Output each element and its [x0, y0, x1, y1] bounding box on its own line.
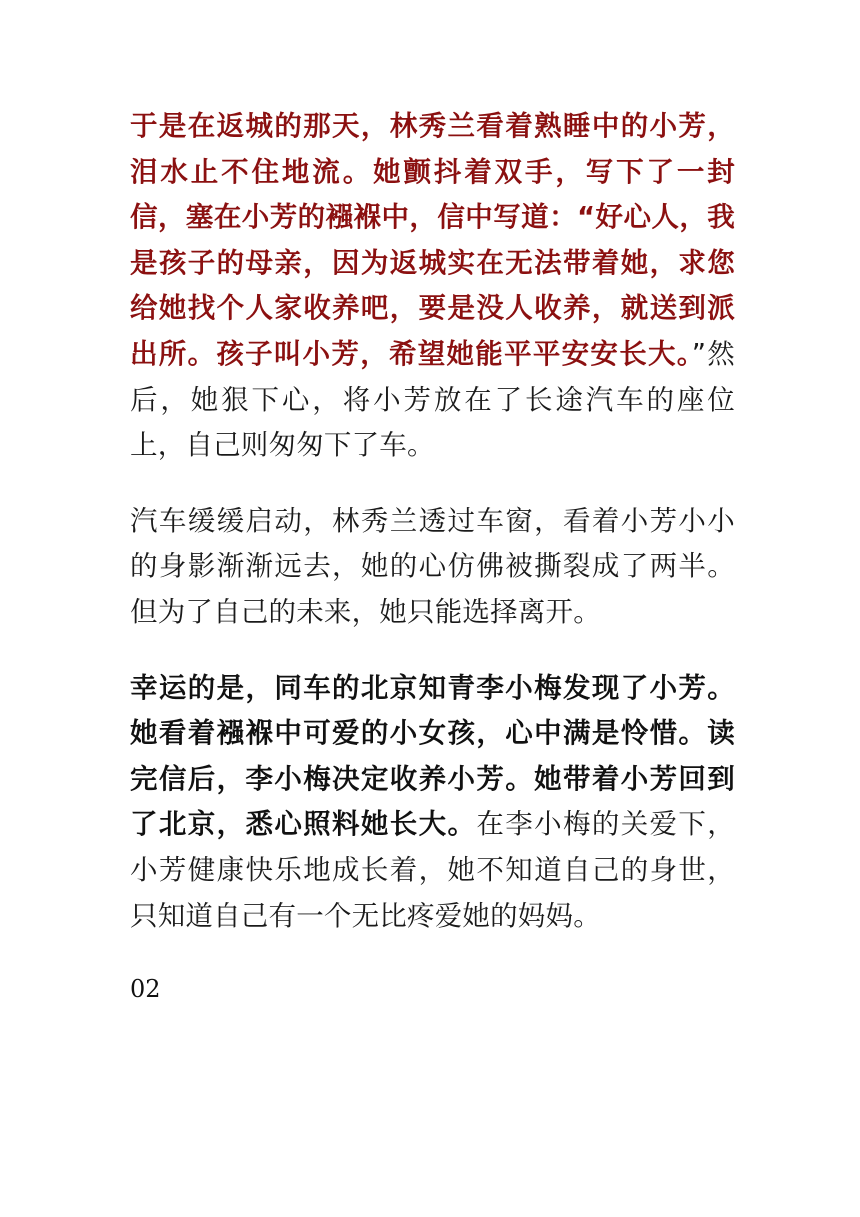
paragraph-3 [130, 666, 735, 940]
paragraph-1-highlight: 于是在返城的那天，林秀兰看着熟睡中的小芳，泪水止不住地流。她颤抖着双手，写下了一封信，塞在小芳的襁褓中，信中写道：“好心人，我是孩子的母亲，因为返城实在无法带着她，求您给她找个人家收养吧，要是没人收养，就送到派出所。孩子叫小芳，希望她能平平安安长大。 [130, 110, 735, 370]
paragraph-3-text: 在李小梅的关爱下，小芳健康快乐地成长着，她不知道自己的身世，只知道自己有一个无比疼爱她的妈妈。 [130, 808, 735, 932]
paragraph-2 [130, 499, 735, 636]
paragraph-1-text: ”然后，她狠下心，将小芳放在了长途汽车的座位上，自己则匆匆下了车。 [130, 337, 736, 462]
paragraph-2-text: 汽车缓缓启动，林秀兰透过车窗，看着小芳小小的身影渐渐远去，她的心仿佛被撕裂成了两半。但为了自己的未来，她只能选择离开。 [130, 504, 735, 628]
section-number: 02 [130, 975, 161, 1004]
paragraph-1 [130, 104, 735, 469]
article-body [130, 104, 735, 1009]
paragraph-3-bold: 幸运的是，同车的北京知青李小梅发现了小芳。她看着襁褓中可爱的小女孩，心中满是怜惜。读完信后，李小梅决定收养小芳。她带着小芳回到了北京，悉心照料她长大。 [130, 671, 735, 841]
